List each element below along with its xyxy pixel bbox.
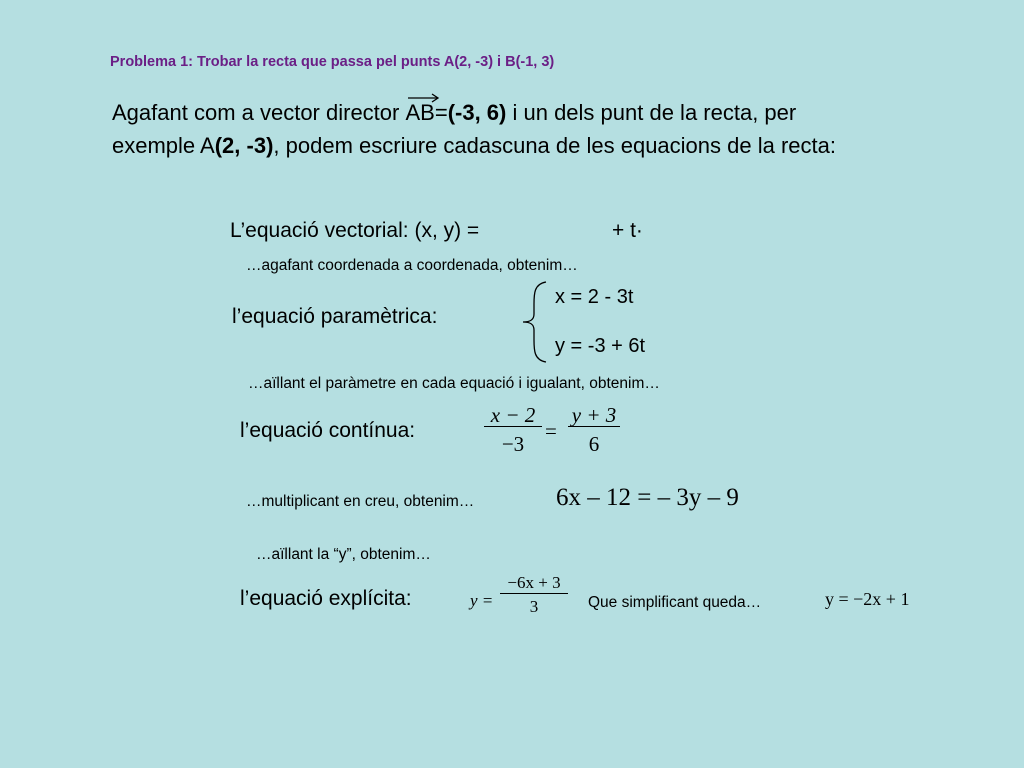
point-value: (2, -3) — [214, 133, 274, 158]
note-parameter: …aïllant el paràmetre en cada equació i igualant, obtenim… — [248, 375, 660, 392]
fraction-numerator: y + 3 — [571, 403, 617, 427]
cross-equation: 6x – 12 = – 3y – 9 — [556, 484, 739, 511]
vectorial-label: L’equació vectorial: (x, y) = — [230, 219, 480, 242]
continuous-label: l’equació contínua: — [240, 419, 416, 442]
fraction-denominator: 3 — [529, 597, 539, 616]
param-eq-x: x = 2 - 3t — [555, 286, 634, 308]
vector-arrow-icon — [407, 92, 441, 104]
vector-ab — [405, 100, 434, 125]
note-cross-multiply: …multiplicant en creu, obtenim… — [246, 493, 475, 510]
continuous-equals: = — [545, 419, 557, 443]
vector-name: AB — [405, 100, 435, 125]
parametric-label: l’equació paramètrica: — [232, 305, 438, 328]
intro-line-1 — [112, 100, 796, 126]
explicit-result: y = −2x + 1 — [825, 589, 910, 609]
intro-text-post: i un dels punt de la recta, per — [506, 100, 797, 125]
fraction-denominator: 6 — [588, 432, 600, 456]
note-isolate-y: …aïllant la “y”, obtenim… — [256, 546, 431, 563]
continuous-left-fraction — [484, 404, 542, 461]
intro-text: exemple A — [112, 133, 215, 158]
intro-text: Agafant com a vector director — [112, 100, 406, 125]
fraction-numerator: x − 2 — [490, 403, 536, 427]
problem-title: Problema 1: Trobar la recta que passa pel punts A(2, -3) i B(-1, 3) — [110, 54, 555, 70]
explicit-fraction — [500, 573, 568, 620]
note-coordinates: …agafant coordenada a coordenada, obtenim… — [246, 257, 578, 274]
brace-icon — [520, 280, 550, 364]
vector-value: (-3, 6) — [447, 100, 507, 125]
param-eq-y: y = -3 + 6t — [555, 335, 646, 357]
vectorial-tail: + t· — [612, 219, 643, 242]
explicit-label: l’equació explícita: — [240, 587, 412, 610]
fraction-numerator: −6x + 3 — [507, 573, 561, 592]
fraction-denominator: −3 — [501, 432, 525, 456]
intro-line-2 — [112, 133, 836, 159]
explicit-lhs: y = — [470, 591, 494, 610]
continuous-right-fraction — [568, 404, 620, 461]
equals-sign: = — [434, 100, 448, 125]
intro-text-post: , podem escriure cadascuna de les equacions de la recta: — [273, 133, 836, 158]
simplify-text: Que simplificant queda… — [588, 594, 762, 611]
